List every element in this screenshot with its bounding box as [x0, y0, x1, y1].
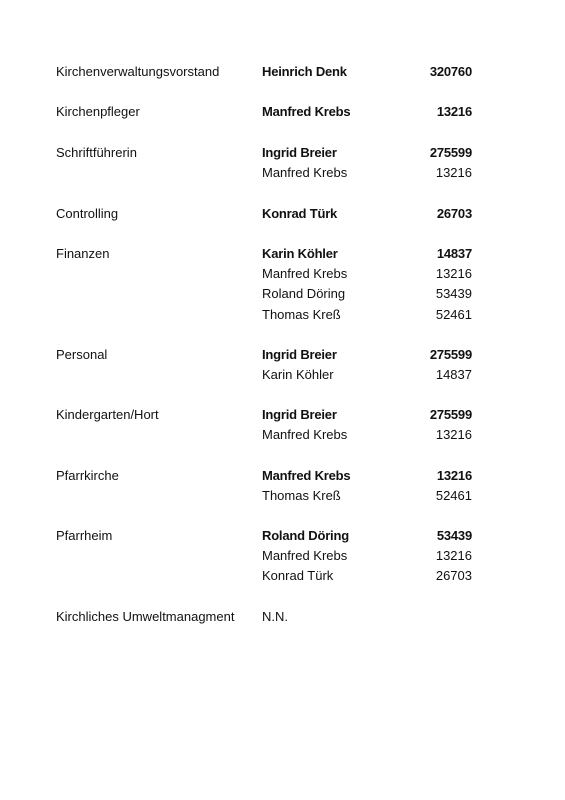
role-label: Kirchenpfleger — [56, 104, 140, 119]
role-label: Kirchenverwaltungsvorstand — [56, 64, 220, 79]
member-row — [0, 488, 565, 504]
member-name: Manfred Krebs — [262, 427, 348, 443]
member-number: 13216 — [436, 104, 472, 119]
member-row-primary — [0, 206, 565, 222]
member-row-primary — [0, 528, 565, 544]
member-number: 13216 — [435, 427, 472, 443]
member-number: 13216 — [435, 266, 472, 282]
member-row-primary — [0, 104, 565, 120]
member-number: 26703 — [435, 568, 472, 584]
member-number: 52461 — [435, 488, 472, 504]
member-name: Roland Döring — [262, 528, 349, 543]
member-row-primary — [0, 407, 565, 423]
member-name: Heinrich Denk — [262, 64, 347, 79]
member-name: Konrad Türk — [262, 206, 338, 221]
member-name: Thomas Kreß — [262, 488, 341, 504]
role-label: Kindergarten/Hort — [56, 407, 159, 422]
member-row-primary — [0, 246, 565, 262]
member-number: 13216 — [435, 165, 472, 181]
member-number: 275599 — [429, 407, 472, 422]
member-number: 14837 — [436, 246, 472, 261]
member-row — [0, 548, 565, 564]
member-row — [0, 609, 565, 625]
member-number: 52461 — [435, 306, 472, 322]
member-name: Konrad Türk — [262, 568, 334, 584]
member-number: 53439 — [435, 286, 472, 302]
role-label: Finanzen — [56, 246, 110, 261]
member-number: 13216 — [435, 548, 472, 564]
member-number: 275599 — [429, 347, 472, 362]
role-label: Pfarrheim — [56, 528, 113, 543]
role-label: Kirchliches Umweltmanagment — [56, 609, 235, 624]
member-row-primary — [0, 468, 565, 484]
member-number: 13216 — [436, 468, 472, 483]
member-name: Manfred Krebs — [262, 468, 351, 483]
member-row — [0, 307, 565, 323]
member-name: Ingrid Breier — [262, 347, 337, 362]
role-label: Personal — [56, 347, 108, 362]
member-row — [0, 266, 565, 282]
member-row-primary — [0, 145, 565, 161]
member-number: 26703 — [436, 206, 472, 221]
member-name: Thomas Kreß — [262, 306, 341, 322]
member-name: Karin Köhler — [262, 367, 334, 383]
role-label: Pfarrkirche — [56, 468, 119, 483]
member-name: N.N. — [262, 609, 288, 624]
member-name: Manfred Krebs — [262, 266, 348, 282]
member-number: 320760 — [429, 64, 472, 79]
role-label: Schriftführerin — [56, 145, 137, 160]
member-name: Manfred Krebs — [262, 165, 348, 181]
member-name: Manfred Krebs — [262, 104, 351, 119]
member-number: 275599 — [429, 145, 472, 160]
member-name: Roland Döring — [262, 286, 346, 302]
member-row — [0, 427, 565, 443]
member-name: Ingrid Breier — [262, 407, 337, 422]
role-label: Controlling — [56, 206, 119, 221]
member-row-primary — [0, 347, 565, 363]
member-row-primary — [0, 64, 565, 80]
member-name: Ingrid Breier — [262, 145, 337, 160]
member-row — [0, 286, 565, 302]
member-row — [0, 165, 565, 181]
member-row — [0, 367, 565, 383]
member-number: 14837 — [435, 367, 472, 383]
member-name: Manfred Krebs — [262, 548, 348, 564]
member-number: 53439 — [436, 528, 472, 543]
member-name: Karin Köhler — [262, 246, 338, 261]
member-row — [0, 568, 565, 584]
